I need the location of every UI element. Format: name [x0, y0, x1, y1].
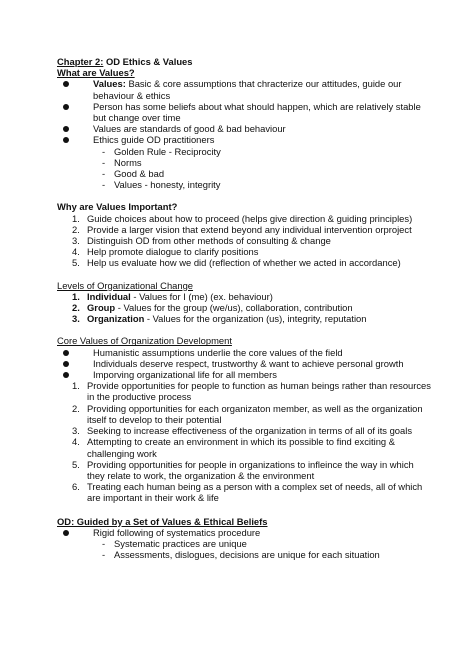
item-text: - Values for the group (we/us), collaboration, contribution	[115, 302, 353, 314]
item-text: Ethics guide OD practitioners	[93, 134, 215, 146]
list-item: - Good & bad	[57, 168, 434, 179]
list-item	[57, 123, 434, 134]
list-item	[57, 436, 434, 458]
item-text: Providing opportunities for people in organizations to infleince the way in which they relate to work, the organization & the environment	[87, 458, 414, 481]
item-number: 5.	[72, 257, 80, 269]
levels-numbered-list	[57, 291, 434, 325]
spacer	[57, 324, 434, 335]
list-item: - Assessments, dislogues, decisions are unique for each situation	[57, 549, 434, 560]
list-item	[57, 246, 434, 257]
spacer	[57, 190, 434, 201]
list-item: Humanistic assumptions underlie the core values of the field	[57, 347, 434, 358]
item-text: - Values for the organization (us), integrity, reputation	[144, 313, 367, 325]
bold-term: Group	[87, 302, 116, 314]
chapter-name: OD Ethics & Values	[103, 56, 193, 67]
list-item	[57, 78, 434, 100]
list-item	[57, 257, 434, 268]
item-number: 2.	[72, 402, 80, 414]
ethics-sub-list	[57, 146, 434, 191]
list-item	[57, 213, 434, 224]
item-text: Values are standards of good & bad behaviour	[93, 123, 286, 135]
item-number: 3.	[72, 313, 80, 325]
item-text: Basic & core assumptions that chracterize our attitudes, guide our behaviour & ethics	[93, 78, 402, 101]
item-number: 1.	[72, 212, 80, 224]
list-item	[57, 459, 434, 481]
values-bullet-list	[57, 78, 434, 145]
core-values-bullet-list	[57, 347, 434, 381]
list-item	[57, 403, 434, 425]
chapter-prefix: Chapter 2:	[57, 56, 104, 67]
bold-term: Values:	[93, 78, 126, 90]
chapter-title	[57, 56, 434, 67]
list-item: - Values - honesty, integrity	[57, 179, 434, 190]
list-item	[57, 425, 434, 436]
item-number: 2.	[72, 223, 80, 235]
core-values-numbered-list	[57, 380, 434, 503]
item-text: Providing opportunities for each organizaton member, as well as the organization itself to develop to their potential	[87, 402, 423, 425]
item-number: 4.	[72, 246, 80, 258]
item-number: 1.	[72, 290, 80, 302]
list-item: Individuals deserve respect, trustworthy & want to achieve personal growth	[57, 358, 434, 369]
item-number: 3.	[72, 425, 80, 437]
guided-sub-list	[57, 538, 434, 560]
list-item	[57, 313, 434, 324]
list-item	[57, 380, 434, 402]
section-heading-what-are-values: What are Values?	[57, 67, 135, 79]
list-item	[57, 291, 434, 302]
item-text: - Values for I (me) (ex. behaviour)	[130, 290, 273, 302]
guided-bullet-list	[57, 527, 434, 538]
item-text: Distinguish OD from other methods of consulting & change	[87, 235, 331, 247]
list-item	[57, 101, 434, 123]
list-item	[57, 481, 434, 503]
item-text: Guide choices about how to proceed (helps give direction & guiding principles)	[87, 212, 413, 224]
item-number: 3.	[72, 235, 80, 247]
spacer	[57, 269, 434, 280]
list-item	[57, 235, 434, 246]
item-text: Person has some beliefs about what should happen, which are relatively stable but change over time	[93, 100, 421, 124]
item-number: 5.	[72, 458, 80, 470]
item-text: Attempting to create an environment in which its possible to find exciting & challenging work	[87, 436, 395, 459]
list-item: Rigid following of systematics procedure	[57, 527, 434, 538]
item-number: 2.	[72, 302, 80, 314]
item-text: Help us evaluate how we did (reflection of whether we acted in accordance)	[87, 257, 401, 269]
item-text: Treating each human being as a person with a complex set of needs, all of which are important in their work & life	[87, 481, 423, 504]
item-number: 6.	[72, 481, 80, 493]
item-text: Help promote dialogue to clarify positions	[87, 246, 259, 258]
bold-term: Organization	[87, 313, 145, 325]
list-item: - Norms	[57, 157, 434, 168]
section-heading-why-values-important: Why are Values Important?	[57, 201, 178, 213]
item-text: Provide a larger vision that extend beyond any individual intervention orproject	[87, 223, 412, 235]
item-text: Provide opportunities for people to function as human beings rather than resources in the productive process	[87, 380, 431, 403]
importance-numbered-list	[57, 213, 434, 269]
list-item	[57, 134, 434, 145]
list-item	[57, 224, 434, 235]
list-item: - Golden Rule - Reciprocity	[57, 146, 434, 157]
bold-term: Individual	[87, 290, 131, 302]
list-item: Imporving organizational life for all members	[57, 369, 434, 380]
item-number: 4.	[72, 436, 80, 448]
spacer	[57, 504, 434, 516]
section-heading-levels-of-change: Levels of Organizational Change	[57, 279, 194, 291]
list-item	[57, 302, 434, 313]
item-number: 1.	[72, 380, 80, 392]
section-heading-core-values: Core Values of Organization Development	[57, 335, 232, 347]
item-text: Seeking to increase effectiveness of the organization in terms of all of its goals	[87, 425, 413, 437]
list-item: - Systematic practices are unique	[57, 538, 434, 549]
section-heading-guided-by-values: OD: Guided by a Set of Values & Ethical Beliefs	[57, 515, 268, 527]
